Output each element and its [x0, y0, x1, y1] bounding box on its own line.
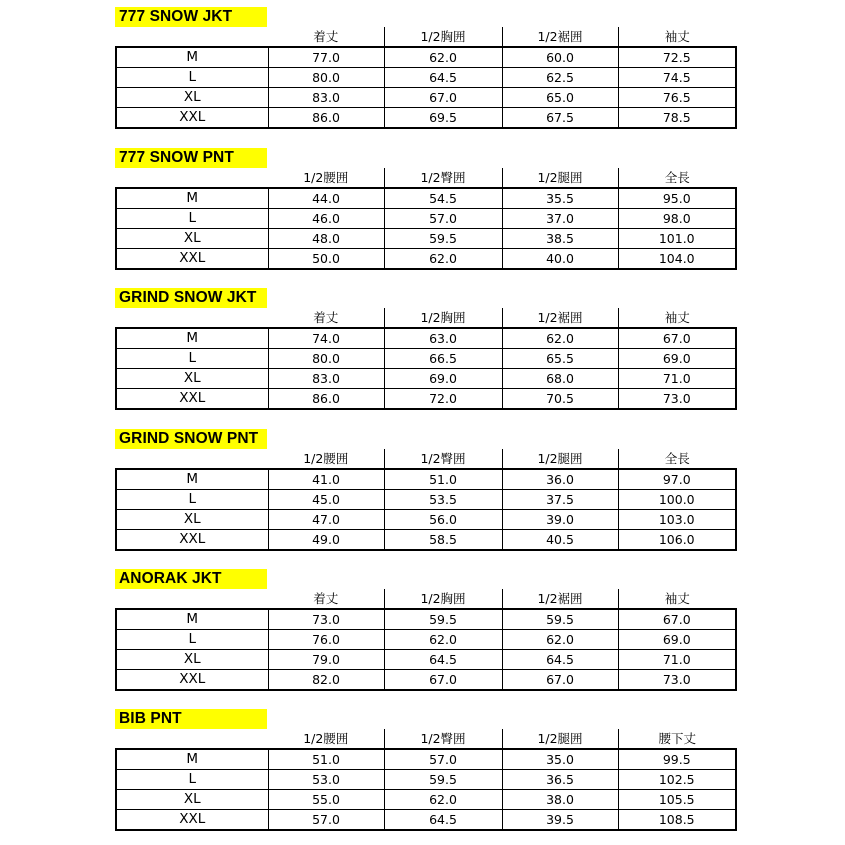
- size-chart-section: [115, 569, 735, 691]
- measurement-cell: 53.5: [384, 490, 502, 510]
- size-label: XXL: [116, 530, 268, 551]
- measurement-cell: 78.5: [618, 108, 736, 129]
- measurement-cell: 59.5: [502, 609, 618, 630]
- measurement-cell: 69.0: [618, 630, 736, 650]
- header-corner: [116, 729, 268, 749]
- table-row: [116, 609, 736, 630]
- column-header: 1/2臀囲: [384, 729, 502, 749]
- measurement-cell: 86.0: [268, 389, 384, 410]
- column-header: 1/2裾囲: [502, 589, 618, 609]
- measurement-cell: 35.5: [502, 188, 618, 209]
- measurement-cell: 80.0: [268, 68, 384, 88]
- product-title: BIB PNT: [115, 709, 267, 729]
- measurement-cell: 76.5: [618, 88, 736, 108]
- measurement-cell: 51.0: [268, 749, 384, 770]
- measurement-cell: 95.0: [618, 188, 736, 209]
- size-label: XL: [116, 369, 268, 389]
- table-row: [116, 770, 736, 790]
- measurement-cell: 62.5: [502, 68, 618, 88]
- measurement-cell: 62.0: [502, 328, 618, 349]
- measurement-cell: 73.0: [268, 609, 384, 630]
- measurement-cell: 83.0: [268, 369, 384, 389]
- header-corner: [116, 27, 268, 47]
- column-header: 1/2胸囲: [384, 27, 502, 47]
- size-label: L: [116, 490, 268, 510]
- measurement-cell: 105.5: [618, 790, 736, 810]
- size-label: XL: [116, 790, 268, 810]
- size-table: [115, 589, 737, 691]
- measurement-cell: 59.5: [384, 229, 502, 249]
- size-label: L: [116, 630, 268, 650]
- measurement-cell: 46.0: [268, 209, 384, 229]
- size-chart-section: [115, 429, 735, 551]
- table-row: [116, 670, 736, 691]
- measurement-cell: 67.0: [618, 609, 736, 630]
- table-row: [116, 630, 736, 650]
- measurement-cell: 56.0: [384, 510, 502, 530]
- measurement-cell: 57.0: [384, 749, 502, 770]
- measurement-cell: 71.0: [618, 650, 736, 670]
- column-header: 着丈: [268, 27, 384, 47]
- table-row: [116, 88, 736, 108]
- measurement-cell: 70.5: [502, 389, 618, 410]
- measurement-cell: 44.0: [268, 188, 384, 209]
- measurement-cell: 64.5: [384, 650, 502, 670]
- measurement-cell: 72.5: [618, 47, 736, 68]
- measurement-cell: 67.5: [502, 108, 618, 129]
- measurement-cell: 38.5: [502, 229, 618, 249]
- header-corner: [116, 308, 268, 328]
- measurement-cell: 57.0: [384, 209, 502, 229]
- measurement-cell: 62.0: [384, 790, 502, 810]
- measurement-cell: 49.0: [268, 530, 384, 551]
- measurement-cell: 50.0: [268, 249, 384, 270]
- measurement-cell: 100.0: [618, 490, 736, 510]
- size-label: M: [116, 469, 268, 490]
- size-chart-section: [115, 709, 735, 831]
- measurement-cell: 73.0: [618, 389, 736, 410]
- measurement-cell: 71.0: [618, 369, 736, 389]
- size-label: L: [116, 68, 268, 88]
- size-label: XXL: [116, 670, 268, 691]
- size-label: M: [116, 609, 268, 630]
- measurement-cell: 40.5: [502, 530, 618, 551]
- header-row: [116, 449, 736, 469]
- column-header: 1/2裾囲: [502, 308, 618, 328]
- table-row: [116, 369, 736, 389]
- column-header: 全長: [618, 168, 736, 188]
- measurement-cell: 62.0: [384, 249, 502, 270]
- measurement-cell: 79.0: [268, 650, 384, 670]
- measurement-cell: 41.0: [268, 469, 384, 490]
- column-header: 腰下丈: [618, 729, 736, 749]
- measurement-cell: 86.0: [268, 108, 384, 129]
- measurement-cell: 67.0: [384, 88, 502, 108]
- size-table: [115, 449, 737, 551]
- header-row: [116, 589, 736, 609]
- table-row: [116, 530, 736, 551]
- table-row: [116, 209, 736, 229]
- header-row: [116, 168, 736, 188]
- header-row: [116, 27, 736, 47]
- measurement-cell: 37.5: [502, 490, 618, 510]
- column-header: 1/2腰囲: [268, 449, 384, 469]
- table-row: [116, 349, 736, 369]
- table-row: [116, 389, 736, 410]
- measurement-cell: 67.0: [384, 670, 502, 691]
- measurement-cell: 66.5: [384, 349, 502, 369]
- header-corner: [116, 168, 268, 188]
- size-label: XXL: [116, 108, 268, 129]
- measurement-cell: 106.0: [618, 530, 736, 551]
- measurement-cell: 47.0: [268, 510, 384, 530]
- measurement-cell: 99.5: [618, 749, 736, 770]
- size-label: XXL: [116, 389, 268, 410]
- size-label: L: [116, 349, 268, 369]
- measurement-cell: 74.0: [268, 328, 384, 349]
- measurement-cell: 97.0: [618, 469, 736, 490]
- table-row: [116, 249, 736, 270]
- measurement-cell: 77.0: [268, 47, 384, 68]
- measurement-cell: 39.0: [502, 510, 618, 530]
- column-header: 袖丈: [618, 27, 736, 47]
- size-label: XL: [116, 229, 268, 249]
- size-label: XXL: [116, 810, 268, 831]
- product-title: ANORAK JKT: [115, 569, 267, 589]
- measurement-cell: 35.0: [502, 749, 618, 770]
- measurement-cell: 36.0: [502, 469, 618, 490]
- size-label: L: [116, 770, 268, 790]
- measurement-cell: 40.0: [502, 249, 618, 270]
- table-row: [116, 810, 736, 831]
- table-row: [116, 749, 736, 770]
- measurement-cell: 64.5: [502, 650, 618, 670]
- measurement-cell: 67.0: [502, 670, 618, 691]
- header-corner: [116, 589, 268, 609]
- size-label: M: [116, 188, 268, 209]
- column-header: 1/2臀囲: [384, 449, 502, 469]
- column-header: 1/2腿囲: [502, 168, 618, 188]
- table-row: [116, 490, 736, 510]
- size-label: M: [116, 328, 268, 349]
- product-title: GRIND SNOW PNT: [115, 429, 267, 449]
- column-header: 1/2腿囲: [502, 729, 618, 749]
- measurement-cell: 45.0: [268, 490, 384, 510]
- measurement-cell: 37.0: [502, 209, 618, 229]
- measurement-cell: 55.0: [268, 790, 384, 810]
- size-label: XL: [116, 88, 268, 108]
- size-label: XL: [116, 510, 268, 530]
- column-header: 着丈: [268, 308, 384, 328]
- measurement-cell: 98.0: [618, 209, 736, 229]
- measurement-cell: 74.5: [618, 68, 736, 88]
- measurement-cell: 82.0: [268, 670, 384, 691]
- size-chart-section: [115, 288, 735, 410]
- product-title: 777 SNOW PNT: [115, 148, 267, 168]
- table-row: [116, 469, 736, 490]
- measurement-cell: 58.5: [384, 530, 502, 551]
- table-row: [116, 188, 736, 209]
- measurement-cell: 69.5: [384, 108, 502, 129]
- size-chart-section: [115, 7, 735, 129]
- measurement-cell: 60.0: [502, 47, 618, 68]
- table-row: [116, 68, 736, 88]
- measurement-cell: 102.5: [618, 770, 736, 790]
- size-label: XXL: [116, 249, 268, 270]
- column-header: 袖丈: [618, 308, 736, 328]
- measurement-cell: 54.5: [384, 188, 502, 209]
- measurement-cell: 59.5: [384, 609, 502, 630]
- size-label: M: [116, 749, 268, 770]
- table-row: [116, 47, 736, 68]
- measurement-cell: 64.5: [384, 68, 502, 88]
- measurement-cell: 62.0: [502, 630, 618, 650]
- column-header: 1/2腰囲: [268, 729, 384, 749]
- table-row: [116, 108, 736, 129]
- column-header: 1/2腿囲: [502, 449, 618, 469]
- measurement-cell: 51.0: [384, 469, 502, 490]
- measurement-cell: 63.0: [384, 328, 502, 349]
- table-row: [116, 650, 736, 670]
- measurement-cell: 72.0: [384, 389, 502, 410]
- measurement-cell: 38.0: [502, 790, 618, 810]
- measurement-cell: 65.5: [502, 349, 618, 369]
- measurement-cell: 83.0: [268, 88, 384, 108]
- size-table: [115, 308, 737, 410]
- measurement-cell: 48.0: [268, 229, 384, 249]
- table-row: [116, 328, 736, 349]
- measurement-cell: 73.0: [618, 670, 736, 691]
- size-table: [115, 168, 737, 270]
- header-corner: [116, 449, 268, 469]
- table-row: [116, 229, 736, 249]
- measurement-cell: 80.0: [268, 349, 384, 369]
- column-header: 1/2臀囲: [384, 168, 502, 188]
- measurement-cell: 69.0: [384, 369, 502, 389]
- measurement-cell: 36.5: [502, 770, 618, 790]
- size-label: XL: [116, 650, 268, 670]
- column-header: 袖丈: [618, 589, 736, 609]
- product-title: 777 SNOW JKT: [115, 7, 267, 27]
- header-row: [116, 729, 736, 749]
- column-header: 着丈: [268, 589, 384, 609]
- measurement-cell: 64.5: [384, 810, 502, 831]
- measurement-cell: 67.0: [618, 328, 736, 349]
- measurement-cell: 101.0: [618, 229, 736, 249]
- measurement-cell: 62.0: [384, 630, 502, 650]
- column-header: 1/2胸囲: [384, 308, 502, 328]
- measurement-cell: 57.0: [268, 810, 384, 831]
- measurement-cell: 69.0: [618, 349, 736, 369]
- measurement-cell: 68.0: [502, 369, 618, 389]
- size-chart-section: [115, 148, 735, 270]
- size-table: [115, 27, 737, 129]
- column-header: 全長: [618, 449, 736, 469]
- measurement-cell: 76.0: [268, 630, 384, 650]
- size-label: M: [116, 47, 268, 68]
- size-label: L: [116, 209, 268, 229]
- product-title: GRIND SNOW JKT: [115, 288, 267, 308]
- measurement-cell: 62.0: [384, 47, 502, 68]
- column-header: 1/2胸囲: [384, 589, 502, 609]
- header-row: [116, 308, 736, 328]
- table-row: [116, 790, 736, 810]
- measurement-cell: 103.0: [618, 510, 736, 530]
- measurement-cell: 104.0: [618, 249, 736, 270]
- measurement-cell: 39.5: [502, 810, 618, 831]
- size-table: [115, 729, 737, 831]
- measurement-cell: 53.0: [268, 770, 384, 790]
- column-header: 1/2腰囲: [268, 168, 384, 188]
- measurement-cell: 108.5: [618, 810, 736, 831]
- measurement-cell: 59.5: [384, 770, 502, 790]
- measurement-cell: 65.0: [502, 88, 618, 108]
- table-row: [116, 510, 736, 530]
- column-header: 1/2裾囲: [502, 27, 618, 47]
